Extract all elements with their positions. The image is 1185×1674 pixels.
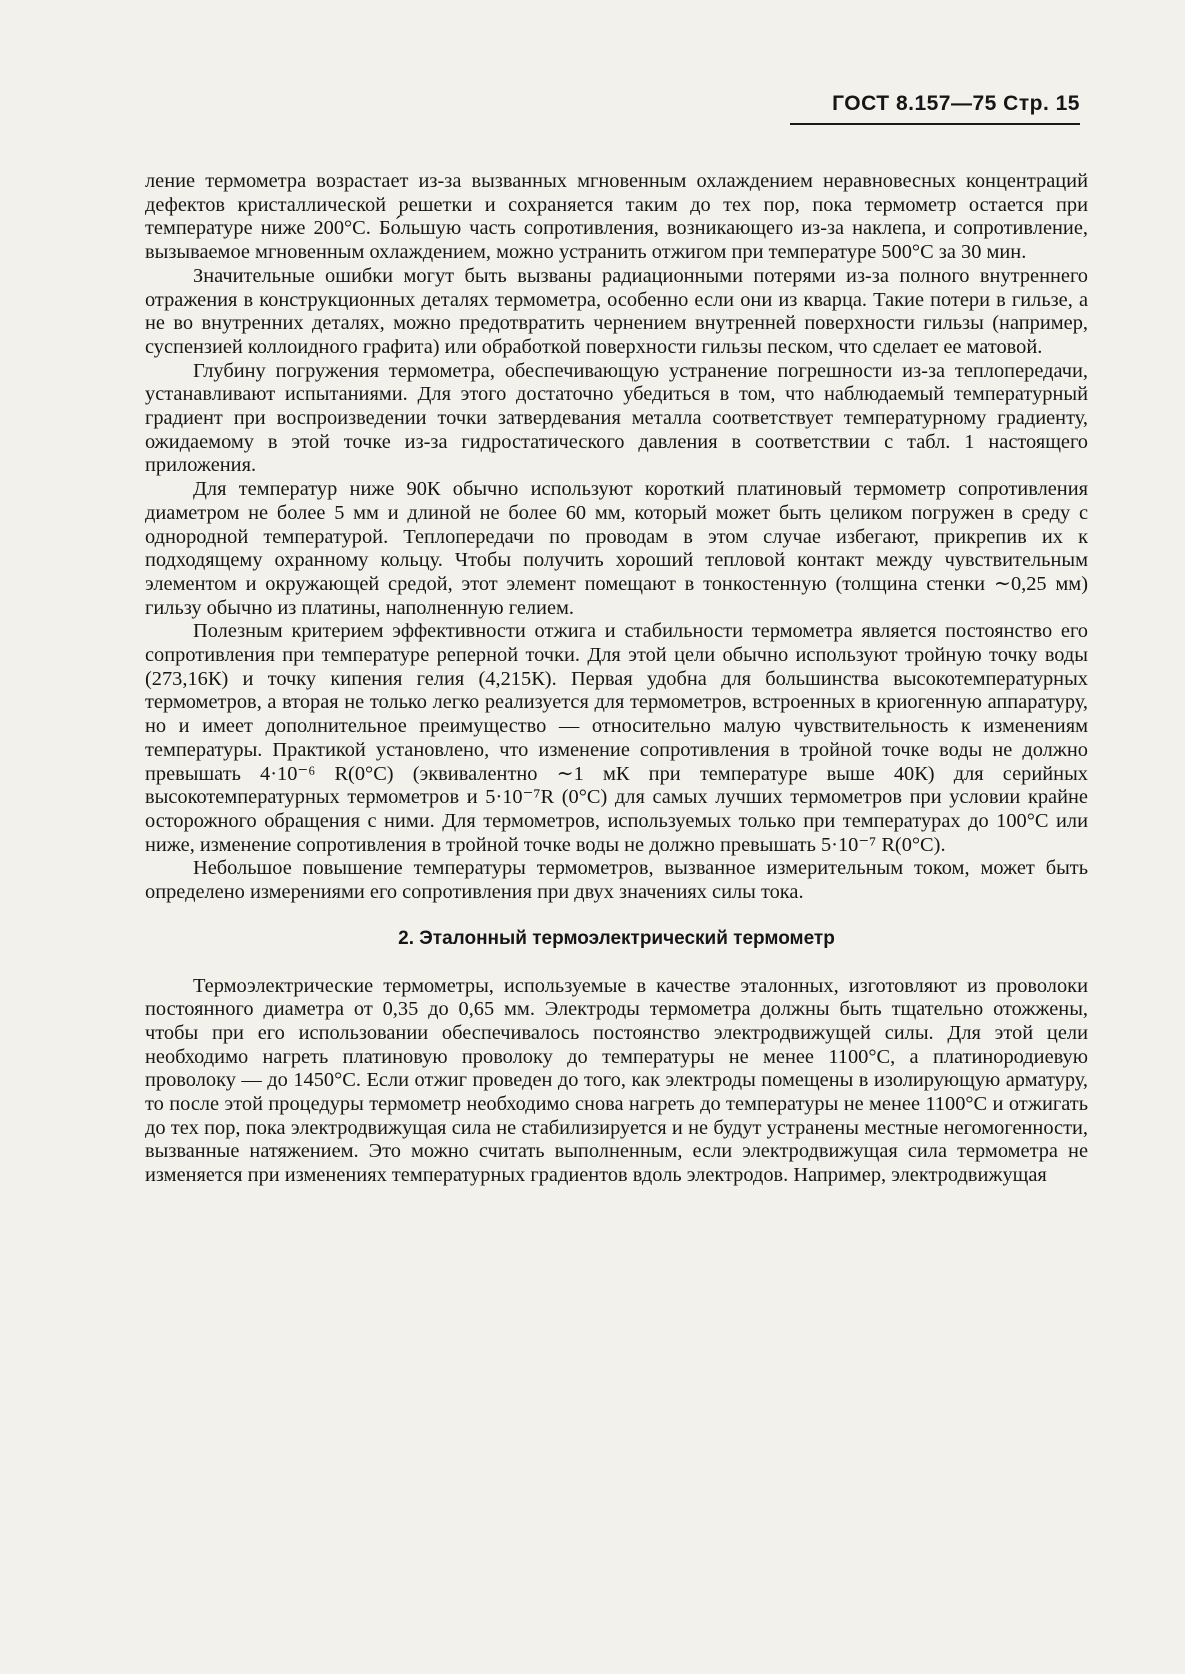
running-head: ГОСТ 8.157—75 Стр. 15	[790, 92, 1080, 125]
paragraph-immersion-depth: Глубину погружения термометра, обеспечивающую устранение погрешности из-за теплопередачи, устанавливают испытаниями. Для этого достаточно убедиться в том, что наблюдаемый температурный градиент при воспроизведении точки затвердевания металла соответствует температурному градиенту, ожидаемому в этой точке из-за гидростатического давления в соответствии с табл. 1 настоящего приложения.	[145, 359, 1088, 477]
paragraph-self-heating: Небольшое повышение температуры термометров, вызванное измерительным током, может быть определено измерениями его сопротивления при двух значениях силы тока.	[145, 857, 1088, 904]
paragraph-stability-criterion: Полезным критерием эффективности отжига и стабильности термометра является постоянство его сопротивления при температуре реперной точки. Для этой цели обычно используют тройную точку воды (273,16К) и точку кипения гелия (4,215К). Первая удобна для большинства высокотемпературных термометров, а вторая не только легко реализуется для термометров, встроенных в криогенную аппаратуру, но и имеет дополнительное преимущество — относительно малую чувствительность к изменениям температуры. Практикой установлено, что изменение сопротивления в тройной точке воды не должно превышать 4·10⁻⁶ R(0°С) (эквивалентно ∼1 мК при температуре выше 40К) для серийных высокотемпературных термометров и 5·10⁻⁷R (0°С) для самых лучших термометров при условии крайне осторожного обращения с ними. Для термометров, используемых только при температурах до 100°С или ниже, изменение сопротивления в тройной точке воды не должно превышать 5·10⁻⁷ R(0°С).	[145, 620, 1088, 856]
paragraph-low-temperatures: Для температур ниже 90К обычно используют короткий платиновый термометр сопротивления диаметром не более 5 мм и длиной не более 60 мм, который может быть целиком погружен в среду с однородной температурой. Теплопередачи по проводам в этом случае избегают, прикрепив их к подходящему охранному кольцу. Чтобы получить хороший тепловой контакт между чувствительным элементом и окружающей средой, этот элемент помещают в тонкостенную (толщина стенки ∼0,25 мм) гильзу обычно из платины, наполненную гелием.	[145, 478, 1088, 619]
paragraph-radiation-losses: Значительные ошибки могут быть вызваны радиационными потерями из-за полного внутреннего отражения в конструкционных деталях термометра, особенно если они из кварца. Такие потери в гильзе, а не во внутренних деталях, можно предотвратить чернением внутренней поверхности гильзы (например, суспензией коллоидного графита) или обработкой поверхности гильзы песком, что сделает ее матовой.	[145, 264, 1088, 358]
section-heading: 2. Эталонный термоэлектрический термометр	[398, 927, 835, 949]
paragraph-thermocouple: Термоэлектрические термометры, используемые в качестве эталонных, изготовляют из проволоки постоянного диаметра от 0,35 до 0,65 мм. Электроды термометра должны быть тщательно отожжены, чтобы при его использовании обеспечивалось постоянство электродвижущей силы. Для этой цели необходимо нагреть платиновую проволоку до температуры не менее 1100°С, а платинородиевую проволоку — до 1450°С. Если отжиг проведен до того, как электроды помещены в изолирующую арматуру, то после этой процедуры термометр необходимо снова нагреть до температуры не менее 1100°С и отжигать до тех пор, пока электродвижущая сила не стабилизируется и не будут устранены местные негомогенности, вызванные натяжением. Это можно считать выполненным, если электродвижущая сила термометра не изменяется при изменениях температурных градиентов вдоль электродов. Например, электродвижущая	[145, 974, 1088, 1187]
body-text	[145, 170, 1088, 1188]
paragraph-continued: ление термометра возрастает из-за вызванных мгновенным охлаждением неравновесных концентраций дефектов кристаллической решетки и сохраняется таким до тех пор, пока термометр остается при температуре ниже 200°С. Бо́льшую часть сопротивления, возникающего из-за наклепа, и сопротивление, вызываемое мгновенным охлаждением, можно устранить отжигом при температуре 500°С за 30 мин.	[145, 170, 1088, 264]
